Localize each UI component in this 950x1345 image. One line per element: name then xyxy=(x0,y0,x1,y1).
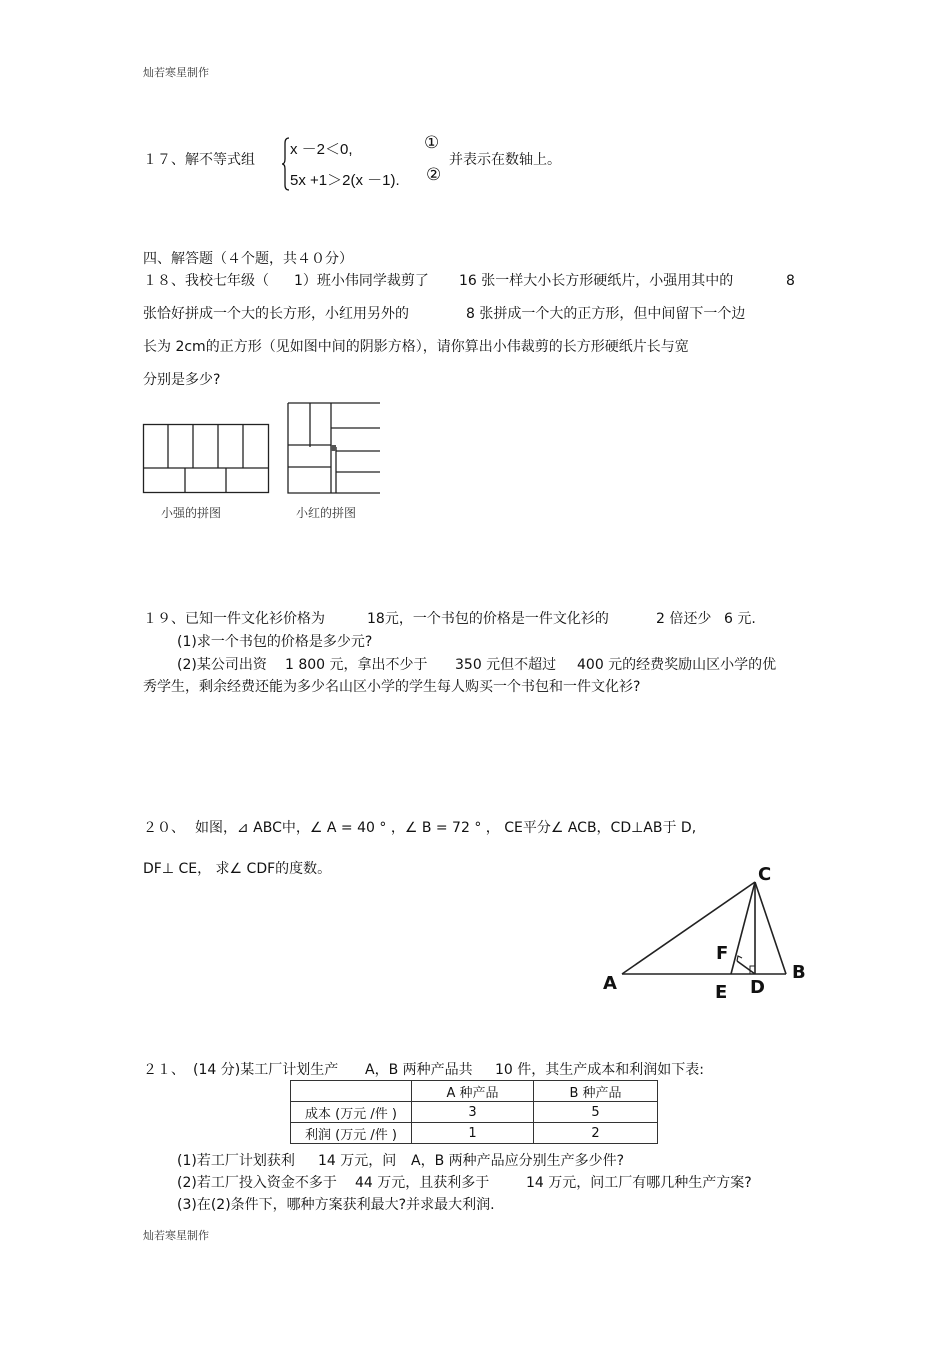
table-header-cell: B 种产品 xyxy=(534,1081,658,1102)
q19-line1-b: 18元，一个书包的价格是一件文化衫的 xyxy=(367,611,609,627)
q19-sub1: (1)求一个书包的价格是多少元? xyxy=(177,634,373,650)
q17-suffix: 并表示在数轴上。 xyxy=(449,152,561,168)
label-b: B xyxy=(792,962,806,983)
circled-two: ② xyxy=(426,165,442,185)
q20-label: ２０、 xyxy=(143,820,185,836)
circled-one: ① xyxy=(424,133,440,153)
q18-line1-d: 8 xyxy=(786,273,795,289)
table-header-row xyxy=(291,1081,658,1102)
q20-line1: 如图，⊿ ABC中，∠ A = 40 ° ，∠ B = 72 ° ， CE平分∠ ACB，CD⊥AB于 D, xyxy=(195,820,697,836)
q21-sub2-c: 14 万元，问工厂有哪几种生产方案? xyxy=(526,1175,752,1191)
q21-sub2-b: 44 万元，且获利多于 xyxy=(355,1175,490,1191)
xiaohong-puzzle-figure xyxy=(286,401,382,495)
q18-line2-a: 张恰好拼成一个大的长方形，小红用另外的 xyxy=(143,306,409,322)
q18-line1-c: 16 张一样大小长方形硬纸片，小强用其中的 xyxy=(459,273,734,289)
table-cell: 5 xyxy=(534,1102,658,1123)
q17-label: １７、解不等式组 xyxy=(143,152,255,168)
q19-line1-c: 2 倍还少 xyxy=(656,611,712,627)
table-row xyxy=(291,1102,658,1123)
inequality-2: 5x +1＞2(x －1). xyxy=(290,172,400,189)
q18-line1-a: １８、我校七年级（ xyxy=(143,273,269,289)
q19-sub2-line2: 秀学生，剩余经费还能为多少名山区小学的学生每人购买一个书包和一件文化衫? xyxy=(143,679,641,695)
q19-line1-a: １９、已知一件文化衫价格为 xyxy=(143,611,325,627)
product-table xyxy=(290,1080,658,1144)
table-cell: 1 xyxy=(412,1123,534,1144)
q21-sub3: (3)在(2)条件下，哪种方案获利最大?并求最大利润. xyxy=(177,1197,495,1213)
footer-watermark: 灿若寒星制作 xyxy=(143,1229,209,1242)
label-c: C xyxy=(758,864,772,885)
table-cell: 2 xyxy=(534,1123,658,1144)
label-e: E xyxy=(715,982,728,1003)
q20-line2: DF⊥ CE， 求∠ CDF的度数。 xyxy=(143,861,332,877)
q21-sub1-c: A，B 两种产品应分别生产多少件? xyxy=(411,1153,625,1169)
q19-sub2-d: 400 元的经费奖励山区小学的优 xyxy=(577,657,777,673)
table-cell: 成本 (万元 /件 ) xyxy=(291,1102,412,1123)
q18-line1-b: 1）班小伟同学裁剪了 xyxy=(294,273,429,289)
q21-intro-c: 10 件，其生产成本和利润如下表: xyxy=(495,1062,704,1078)
xiaohong-caption: 小红的拼图 xyxy=(296,506,357,520)
q18-line2-b: 8 张拼成一个大的正方形，但中间留下一个边 xyxy=(466,306,746,322)
q21-label: ２１、 xyxy=(143,1062,185,1078)
q21-intro-a: (14 分)某工厂计划生产 xyxy=(193,1062,339,1078)
q19-line1-d: 6 元. xyxy=(724,611,756,627)
q18-line3: 长为 2cm的正方形（见如图中间的阴影方格），请你算出小伟裁剪的长方形硬纸片长与宽 xyxy=(143,339,689,355)
q19-sub2-a: (2)某公司出资 xyxy=(177,657,267,673)
label-f: F xyxy=(716,943,729,964)
q21-intro-b: A，B 两种产品共 xyxy=(365,1062,473,1078)
q21-sub2-a: (2)若工厂投入资金不多于 xyxy=(177,1175,337,1191)
q21-sub1-a: (1)若工厂计划获利 xyxy=(177,1153,295,1169)
triangle-abc-figure xyxy=(600,860,816,1005)
table-header-cell xyxy=(291,1081,412,1102)
label-d: D xyxy=(750,977,765,998)
q21-sub1-b: 14 万元，问 xyxy=(318,1153,397,1169)
inequality-1: x －2＜0, xyxy=(290,141,353,158)
q19-sub2-c: 350 元但不超过 xyxy=(455,657,557,673)
table-cell: 利润 (万元 /件 ) xyxy=(291,1123,412,1144)
table-cell: 3 xyxy=(412,1102,534,1123)
section-title: 四、解答题（４个题，共４０分） xyxy=(143,251,353,267)
label-a: A xyxy=(603,973,617,994)
q18-line4: 分别是多少? xyxy=(143,372,221,388)
xiaoqiang-caption: 小强的拼图 xyxy=(161,506,222,520)
table-row xyxy=(291,1123,658,1144)
table-header-cell: A 种产品 xyxy=(412,1081,534,1102)
header-watermark: 灿若寒星制作 xyxy=(143,66,209,79)
xiaoqiang-puzzle-figure xyxy=(142,423,270,495)
q19-sub2-b: 1 800 元，拿出不少于 xyxy=(285,657,428,673)
